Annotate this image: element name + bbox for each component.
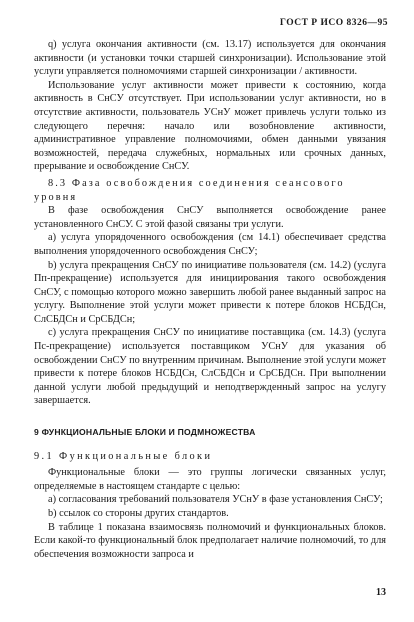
paragraph-item-b-user-abort: b) услуга прекращения СнСУ по инициативе пользователя (см. 14.2) (услуга Пп-прекращение) используется для инициирования такого освобождения СнСУ, с помощью которого можно завершить любой ранее выданный запрос на услугу. Выполнение этой услуги может привести к потере блоков НСБДСн, СлСБДСн и СрСБДСн;	[34, 259, 386, 325]
paragraph-functional-blocks: Функциональные блоки — это группы логически связанных услуг, определяемые в настоящем стандарте с целью:	[34, 467, 386, 492]
subsection-heading-8-3: 8.3 Фаза освобождения соединения сеансового уровня	[34, 177, 345, 203]
paragraph-release-phase: В фазе освобождения СнСУ выполняется освобождение ранее установленного СнСУ. С этой фазой связаны три услуги.	[34, 205, 386, 230]
page-number: 13	[376, 587, 386, 598]
paragraph-item-c-provider-abort: c) услуга прекращения СнСУ по инициативе поставщика (см. 14.3) (услуга Пс-прекращение) используется поставщиком УСнУ для указания об освобождении СнСУ по внутренним причинам. Выполнение этой услуги может привести к потере блоков НСБДСн, СлСБДСн и СрСБДСн. При выполнении данной услуги любой предыдущий и неподтвержденный запрос на услугу завершается.	[34, 327, 386, 407]
paragraph-table-reference: В таблице 1 показана взаимосвязь полномочий и функциональных блоков. Если какой-то функциональный блок предполагает наличие полномочий, то для обеспечения возможности запроса и	[34, 521, 386, 560]
document-body	[34, 38, 386, 561]
paragraph-item-q: q) услуга окончания активности (см. 13.17) используется для окончания активности (и установки точки старшей синхронизации). Использование этой услуги управляется полномочиями старшей синхронизации / активности.	[34, 39, 386, 78]
paragraph-item-a-release: a) услуга упорядоченного освобождения (см 14.1) обеспечивает средства выполнения упорядоченного освобождения СнСУ;	[34, 232, 386, 257]
paragraph-activity-usage: Использование услуг активности может привести к состоянию, когда активность в СнСУ отсутствует. При использовании услуг активности, но в отсутствие активности, пользователь УСнУ может привлечь услуги только из следующего перечня: начало или возобновление активности, административное управление полномочиями, обмен данными увязания возможностей, передача служебных, нормальных или срочных данных, прерывание и освобождение СнСУ.	[34, 79, 386, 173]
paragraph-item-a-negotiation: a) согласования требований пользователя УСнУ в фазе установления СнСУ;	[48, 494, 383, 506]
section-heading-9: 9 ФУНКЦИОНАЛЬНЫЕ БЛОКИ И ПОДМНОЖЕСТВА	[34, 427, 256, 438]
subsection-heading-9-1: 9.1 Функциональные блоки	[34, 450, 213, 462]
paragraph-item-b-references: b) ссылок со стороны других стандартов.	[48, 508, 229, 519]
standard-header: ГОСТ Р ИСО 8326—95	[279, 18, 388, 28]
